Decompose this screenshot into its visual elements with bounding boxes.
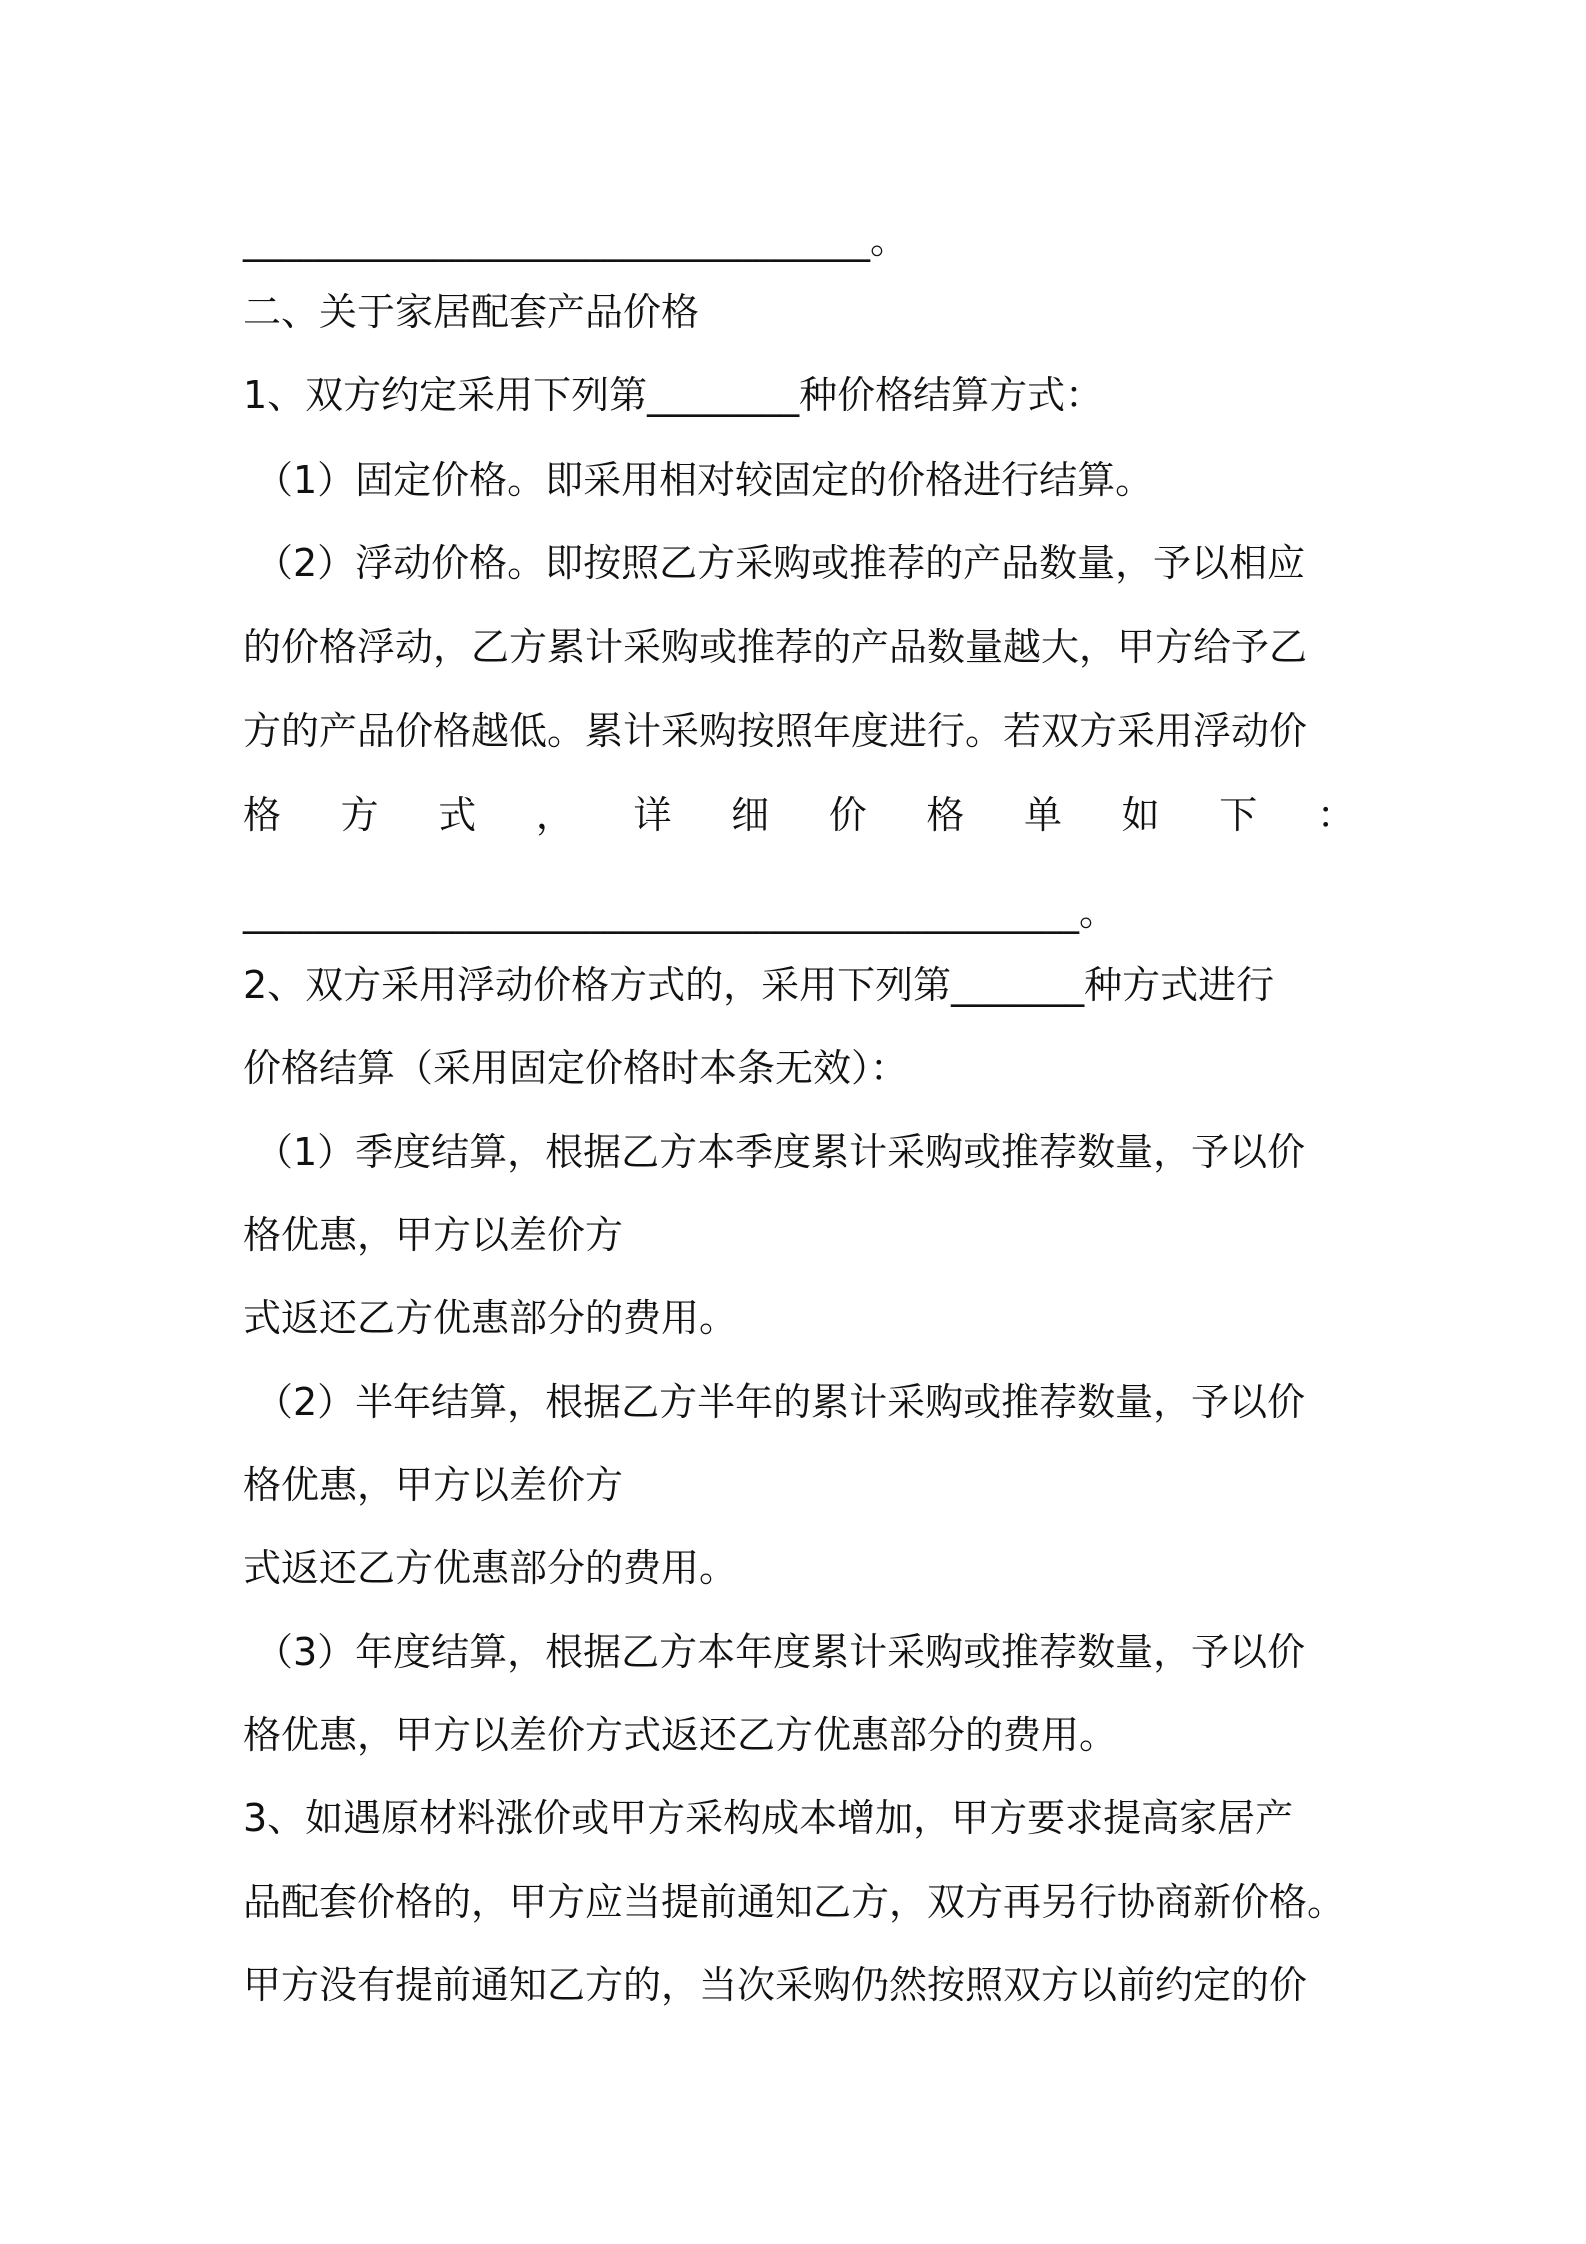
clause-1-option-1: （1）固定价格。即采用相对较固定的价格进行结算。 [255,458,1154,502]
paragraph-line: 格优惠，甲方以差价方式返还乙方优惠部分的费用。 [243,1713,1118,1757]
paragraph-line: 式返还乙方优惠部分的费用。 [243,1546,738,1590]
paragraph-line: 格优惠，甲方以差价方 [243,1213,624,1257]
blank-fill-line: ____________________________________________。 [243,890,1118,934]
clause-2-option-3: （3）年度结算，根据乙方本年度累计采购或推荐数量，予以价 [255,1630,1306,1674]
clause-2-option-1: （1）季度结算，根据乙方本季度累计采购或推荐数量，予以价 [255,1130,1306,1174]
paragraph-line: 价格结算（采用固定价格时本条无效）： [243,1046,909,1090]
justified-line [243,790,1355,840]
clause-1: 1、双方约定采用下列第________种价格结算方式： [243,373,1104,417]
section-heading: 二、关于家居配套产品价格 [243,290,700,334]
paragraph-line: 式返还乙方优惠部分的费用。 [243,1296,738,1340]
clause-2-option-2: （2）半年结算，根据乙方半年的累计采购或推荐数量，予以价 [255,1380,1306,1424]
paragraph-line: 方的产品价格越低。累计采购按照年度进行。若双方采用浮动价 [243,709,1308,753]
paragraph-line: 格优惠，甲方以差价方 [243,1463,624,1507]
paragraph-line: 的价格浮动，乙方累计采购或推荐的产品数量越大，甲方给予乙 [243,625,1308,669]
clause-1-option-2: （2）浮动价格。即按照乙方采购或推荐的产品数量，予以相应 [255,541,1306,585]
justified-text: 格 方 式 ， 详 细 价 格 单 如 下 ： [243,793,1355,837]
paragraph-line: 品配套价格的，甲方应当提前通知乙方，双方再另行协商新价格。 [243,1880,1346,1924]
clause-3: 3、如遇原材料涨价或甲方采构成本增加，甲方要求提高家居产 [243,1796,1294,1840]
blank-fill-line: _________________________________。 [243,218,909,262]
clause-2: 2、双方采用浮动价格方式的，采用下列第_______种方式进行 [243,963,1275,1007]
paragraph-line: 甲方没有提前通知乙方的，当次采购仍然按照双方以前约定的价 [243,1963,1308,2007]
